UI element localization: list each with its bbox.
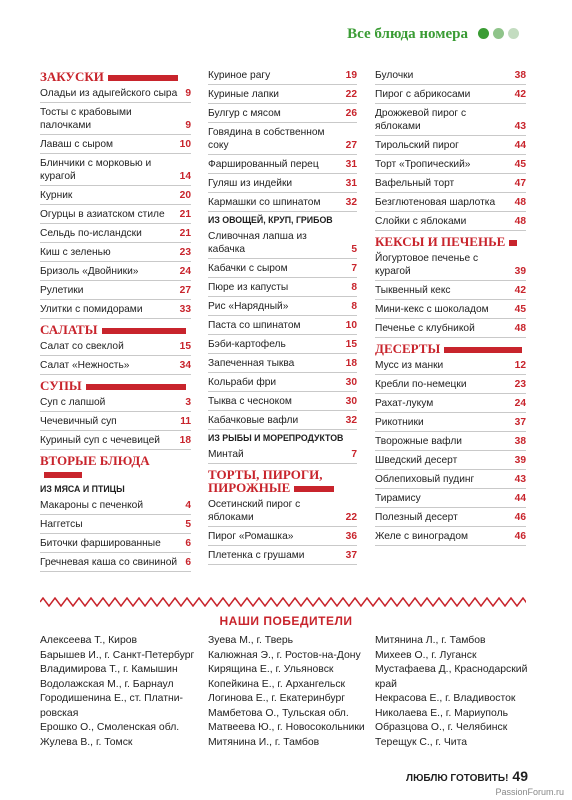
recipe-page: 43 bbox=[514, 474, 526, 485]
list-salaty bbox=[40, 337, 191, 375]
recipe-row bbox=[40, 135, 191, 154]
recipe-page: 42 bbox=[514, 285, 526, 296]
recipe-name: Гречневая каша со свининой bbox=[40, 557, 178, 568]
recipe-page: 11 bbox=[180, 416, 191, 427]
recipe-row bbox=[208, 445, 357, 464]
recipe-page: 3 bbox=[185, 397, 191, 408]
recipe-page: 7 bbox=[351, 449, 357, 460]
recipe-row bbox=[40, 393, 191, 412]
recipe-name: Дрожжевой пирог с яблоками bbox=[375, 108, 467, 132]
recipe-page: 9 bbox=[185, 88, 191, 99]
recipe-page: 46 bbox=[514, 512, 526, 523]
recipe-page: 9 bbox=[185, 120, 191, 131]
recipe-page: 48 bbox=[514, 323, 526, 334]
recipe-row bbox=[208, 316, 357, 335]
zigzag-ornament bbox=[40, 597, 526, 607]
recipe-page: 15 bbox=[179, 341, 191, 352]
recipe-page: 21 bbox=[179, 228, 191, 239]
recipe-page: 20 bbox=[179, 190, 191, 201]
winner-entry: Зуева М., г. Тверь bbox=[208, 635, 294, 646]
recipe-row bbox=[375, 470, 526, 489]
recipe-name: Рулетики bbox=[40, 285, 84, 296]
recipe-page: 32 bbox=[345, 415, 357, 426]
winner-entry: Алексеева Т., Киров bbox=[40, 635, 138, 646]
recipe-row bbox=[375, 104, 526, 136]
recipe-page: 10 bbox=[345, 320, 357, 331]
recipe-row bbox=[375, 375, 526, 394]
index-column-1 bbox=[40, 66, 191, 572]
subsection-meat: ИЗ МЯСА И ПТИЦЫ bbox=[40, 484, 125, 494]
recipe-page: 39 bbox=[514, 455, 526, 466]
winner-entry: Митянина Л., г. Тамбов bbox=[375, 635, 486, 646]
recipe-row bbox=[375, 489, 526, 508]
winner-entry: Жулева В., г. Томск bbox=[40, 736, 133, 748]
recipe-row bbox=[208, 174, 357, 193]
recipe-page: 21 bbox=[179, 209, 191, 220]
section-title-salaty: САЛАТЫ bbox=[40, 323, 191, 337]
recipe-row bbox=[208, 495, 357, 527]
winner-entry: Матвеева Ю., г. Новосокольники bbox=[208, 722, 365, 733]
recipe-name: Тыквенный кекс bbox=[375, 285, 451, 296]
recipe-name: Суп с лапшой bbox=[40, 397, 106, 408]
recipe-page: 26 bbox=[345, 108, 357, 119]
recipe-page: 31 bbox=[345, 159, 357, 170]
recipe-page: 48 bbox=[514, 216, 526, 227]
recipe-page: 14 bbox=[179, 171, 191, 182]
recipe-name: Пюре из капусты bbox=[208, 282, 289, 293]
recipe-name: Йогуртовое печенье с курагой bbox=[375, 253, 479, 277]
recipe-page: 32 bbox=[345, 197, 357, 208]
recipe-page: 46 bbox=[514, 531, 526, 542]
index-column-3 bbox=[375, 66, 526, 546]
recipe-row bbox=[375, 212, 526, 231]
magazine-name: ЛЮБЛЮ ГОТОВИТЬ! bbox=[406, 773, 509, 784]
recipe-name: Биточки фаршированные bbox=[40, 538, 161, 549]
recipe-page: 33 bbox=[179, 304, 191, 315]
recipe-name: Пирог с абрикосами bbox=[375, 89, 471, 100]
recipe-name: Мусс из манки bbox=[375, 360, 444, 371]
list-fish bbox=[208, 445, 357, 464]
recipe-name: Куриные лапки bbox=[208, 89, 279, 100]
winner-entry: Терещук С., г. Чита bbox=[375, 736, 468, 748]
recipe-row bbox=[40, 496, 191, 515]
recipe-page: 8 bbox=[351, 301, 357, 312]
winners-divider bbox=[40, 597, 526, 607]
recipe-row bbox=[208, 155, 357, 174]
recipe-page: 43 bbox=[514, 121, 526, 132]
recipe-page: 27 bbox=[345, 140, 357, 151]
light-green-dot bbox=[493, 28, 504, 39]
recipe-name: Рахат-лукум bbox=[375, 398, 434, 409]
recipe-row bbox=[208, 527, 357, 546]
header-dots bbox=[478, 28, 519, 39]
recipe-name: Шведский десерт bbox=[375, 455, 458, 466]
section-title-torty: ТОРТЫ, ПИРОГИ, ПИРОЖНЫЕ bbox=[208, 468, 357, 495]
recipe-name: Безглютеновая шарлотка bbox=[375, 197, 496, 208]
winner-entry: Некрасова Е., г. Владивосток bbox=[375, 693, 516, 704]
recipe-name: Блинчики с морковью и курагой bbox=[40, 158, 152, 182]
recipe-row bbox=[40, 337, 191, 356]
recipe-name: Тирамису bbox=[375, 493, 421, 504]
header-title: Все блюда номера bbox=[347, 26, 468, 42]
recipe-name: Гуляш из индейки bbox=[208, 178, 293, 189]
recipe-name: Салат со свеклой bbox=[40, 341, 124, 352]
recipe-page: 47 bbox=[514, 178, 526, 189]
recipe-name: Вафельный торт bbox=[375, 178, 455, 189]
recipe-row bbox=[40, 84, 191, 103]
recipe-page: 36 bbox=[345, 531, 357, 542]
recipe-row bbox=[375, 451, 526, 470]
recipe-name: Тирольский пирог bbox=[375, 140, 459, 151]
winner-entry: Образцова О., г. Челябинск bbox=[375, 722, 508, 733]
recipe-row bbox=[208, 546, 357, 565]
winner-entry: Барышев И., г. Санкт-Петербург bbox=[40, 649, 195, 661]
recipe-name: Булочки bbox=[375, 70, 414, 81]
recipe-page: 18 bbox=[179, 435, 191, 446]
recipe-name: Огурцы в азиатском стиле bbox=[40, 209, 165, 220]
winner-entry: Михеев О., г. Луганск bbox=[375, 649, 477, 661]
recipe-page: 18 bbox=[345, 358, 357, 369]
green-dot bbox=[478, 28, 489, 39]
list-torty bbox=[208, 495, 357, 565]
recipe-page: 5 bbox=[351, 244, 357, 255]
list-vegetables bbox=[208, 227, 357, 430]
list-vtorye bbox=[40, 496, 191, 572]
recipe-row bbox=[40, 154, 191, 186]
list-supy bbox=[40, 393, 191, 450]
recipe-row bbox=[40, 262, 191, 281]
recipe-page: 37 bbox=[514, 417, 526, 428]
recipe-page: 23 bbox=[514, 379, 526, 390]
subsection-vegetables: ИЗ ОВОЩЕЙ, КРУП, ГРИБОВ bbox=[208, 215, 333, 225]
pale-green-dot bbox=[508, 28, 519, 39]
recipe-name: Мини-кекс с шоколадом bbox=[375, 304, 489, 315]
recipe-row bbox=[375, 508, 526, 527]
recipe-page: 19 bbox=[345, 70, 357, 81]
recipe-name: Улитки с помидорами bbox=[40, 304, 143, 315]
recipe-row bbox=[375, 319, 526, 338]
recipe-row bbox=[208, 66, 357, 85]
recipe-name: Печенье с клубникой bbox=[375, 323, 475, 334]
winner-entry: Логинова Е., г. Екатеринбург bbox=[208, 693, 346, 704]
recipe-name: Облепиховый пудинг bbox=[375, 474, 475, 485]
recipe-row bbox=[40, 224, 191, 243]
section-title-zakuski: ЗАКУСКИ bbox=[40, 70, 191, 84]
recipe-row bbox=[375, 432, 526, 451]
recipe-row bbox=[40, 243, 191, 262]
winner-entry: Калюжная Э., г. Ростов-на-Дону bbox=[208, 649, 361, 661]
recipe-name: Кольраби фри bbox=[208, 377, 277, 388]
recipe-page: 34 bbox=[179, 360, 191, 371]
recipe-row bbox=[40, 186, 191, 205]
recipe-name: Макароны с печенкой bbox=[40, 500, 144, 511]
recipe-row bbox=[375, 281, 526, 300]
recipe-name: Кребли по-немецки bbox=[375, 379, 467, 390]
recipe-row bbox=[208, 123, 357, 155]
winner-entry: Ерошко О., Смоленская обл. bbox=[40, 722, 180, 733]
recipe-row bbox=[40, 300, 191, 319]
recipe-name: Рис «Нарядный» bbox=[208, 301, 289, 312]
recipe-row bbox=[40, 553, 191, 572]
recipe-row bbox=[375, 66, 526, 85]
list-meat-continued bbox=[208, 66, 357, 212]
winners-title: НАШИ ПОБЕДИТЕЛИ bbox=[219, 614, 353, 628]
recipe-row bbox=[375, 356, 526, 375]
recipe-page: 5 bbox=[185, 519, 191, 530]
recipe-row bbox=[40, 412, 191, 431]
recipe-name: Куриное рагу bbox=[208, 70, 271, 81]
section-title-supy: СУПЫ bbox=[40, 379, 191, 393]
recipe-name: Лаваш с сыром bbox=[40, 139, 113, 150]
recipe-name: Салат «Нежность» bbox=[40, 360, 130, 371]
recipe-row bbox=[375, 413, 526, 432]
recipe-page: 12 bbox=[514, 360, 526, 371]
page-footer bbox=[406, 768, 528, 784]
recipe-name: Куриный суп с чечевицей bbox=[40, 435, 160, 446]
recipe-row bbox=[40, 103, 191, 135]
recipe-name: Минтай bbox=[208, 449, 244, 460]
recipe-row bbox=[40, 281, 191, 300]
recipe-name: Сливочная лапша из кабачка bbox=[208, 231, 307, 255]
recipe-row bbox=[375, 300, 526, 319]
recipe-page: 6 bbox=[185, 557, 191, 568]
recipe-name: Говядина в собственном соку bbox=[208, 127, 325, 151]
recipe-name: Запеченная тыква bbox=[208, 358, 295, 369]
recipe-row bbox=[375, 136, 526, 155]
recipe-name: Курник bbox=[40, 190, 73, 201]
recipe-name: Наггетсы bbox=[40, 519, 83, 530]
recipe-name: Кабачки с сыром bbox=[208, 263, 288, 274]
recipe-page: 39 bbox=[514, 266, 526, 277]
recipe-page: 38 bbox=[514, 70, 526, 81]
list-keksy bbox=[375, 249, 526, 338]
recipe-row bbox=[208, 278, 357, 297]
recipe-name: Кабачковые вафли bbox=[208, 415, 299, 426]
winner-entry: Копейкина Е., г. Архангельск bbox=[208, 678, 346, 690]
section-title-deserty: ДЕСЕРТЫ bbox=[375, 342, 526, 356]
recipe-name: Торт «Тропический» bbox=[375, 159, 471, 170]
list-pies-continued bbox=[375, 66, 526, 231]
recipe-row bbox=[40, 534, 191, 553]
recipe-row bbox=[208, 354, 357, 373]
recipe-page: 23 bbox=[179, 247, 191, 258]
winner-entry: Владимирова Т., г. Камышин bbox=[40, 664, 178, 675]
recipe-name: Желе с виноградом bbox=[375, 531, 469, 542]
recipe-name: Киш с зеленью bbox=[40, 247, 111, 258]
recipe-name: Бризоль «Двойники» bbox=[40, 266, 139, 277]
page-number: 49 bbox=[512, 768, 528, 784]
recipe-page: 38 bbox=[514, 436, 526, 447]
recipe-row bbox=[375, 394, 526, 413]
list-zakuski bbox=[40, 84, 191, 319]
recipe-row bbox=[375, 527, 526, 546]
recipe-name: Сельдь по-исландски bbox=[40, 228, 142, 239]
winners-column-3 bbox=[375, 634, 535, 750]
recipe-page: 27 bbox=[179, 285, 191, 296]
recipe-name: Осетинский пирог с яблоками bbox=[208, 499, 301, 523]
recipe-row bbox=[375, 155, 526, 174]
winner-entry: Митянина И., г. Тамбов bbox=[208, 736, 320, 748]
recipe-row bbox=[208, 104, 357, 123]
recipe-row bbox=[375, 249, 526, 281]
recipe-name: Фаршированный перец bbox=[208, 159, 319, 170]
recipe-row bbox=[40, 356, 191, 375]
recipe-row bbox=[208, 297, 357, 316]
winners-column-1 bbox=[40, 634, 200, 750]
recipe-page: 44 bbox=[514, 493, 526, 504]
recipe-page: 22 bbox=[345, 89, 357, 100]
section-title-keksy: КЕКСЫ И ПЕЧЕНЬЕ bbox=[375, 235, 526, 249]
recipe-page: 24 bbox=[514, 398, 526, 409]
subsection-fish: ИЗ РЫБЫ И МОРЕПРОДУКТОВ bbox=[208, 433, 344, 443]
recipe-name: Паста со шпинатом bbox=[208, 320, 301, 331]
recipe-name: Тосты с крабовыми палочками bbox=[40, 107, 132, 131]
winner-entry: Мустафаева Д., Краснодарский край bbox=[375, 664, 528, 690]
recipe-page: 37 bbox=[345, 550, 357, 561]
section-title-vtorye: ВТОРЫЕ БЛЮДА bbox=[40, 454, 191, 481]
recipe-page: 42 bbox=[514, 89, 526, 100]
recipe-row bbox=[208, 193, 357, 212]
recipe-page: 44 bbox=[514, 140, 526, 151]
recipe-page: 22 bbox=[345, 512, 357, 523]
index-column-2 bbox=[208, 66, 357, 565]
recipe-page: 10 bbox=[179, 139, 191, 150]
winner-entry: Мамбетова О., Тульская обл. bbox=[208, 707, 349, 719]
recipe-page: 30 bbox=[345, 396, 357, 407]
recipe-name: Бэби-картофель bbox=[208, 339, 286, 350]
recipe-page: 48 bbox=[514, 197, 526, 208]
recipe-row bbox=[208, 259, 357, 278]
recipe-row bbox=[208, 373, 357, 392]
recipe-name: Булгур с мясом bbox=[208, 108, 281, 119]
recipe-page: 45 bbox=[514, 159, 526, 170]
recipe-name: Творожные вафли bbox=[375, 436, 462, 447]
recipe-page: 15 bbox=[345, 339, 357, 350]
recipe-row bbox=[208, 227, 357, 259]
winner-entry: Николаева Е., г. Мариуполь bbox=[375, 707, 509, 719]
recipe-page: 30 bbox=[345, 377, 357, 388]
recipe-row bbox=[40, 431, 191, 450]
recipe-row bbox=[208, 335, 357, 354]
recipe-row bbox=[208, 392, 357, 411]
winners-column-2 bbox=[208, 634, 368, 750]
recipe-name: Тыква с чесноком bbox=[208, 396, 292, 407]
recipe-page: 45 bbox=[514, 304, 526, 315]
winner-entry: Городишенина Е., ст. Платни-ровская bbox=[40, 693, 183, 719]
list-deserty bbox=[375, 356, 526, 546]
recipe-page: 31 bbox=[345, 178, 357, 189]
recipe-page: 4 bbox=[185, 500, 191, 511]
recipe-page: 24 bbox=[179, 266, 191, 277]
recipe-name: Полезный десерт bbox=[375, 512, 458, 523]
recipe-row bbox=[375, 85, 526, 104]
recipe-row bbox=[208, 411, 357, 430]
recipe-page: 8 bbox=[351, 282, 357, 293]
recipe-name: Пирог «Ромашка» bbox=[208, 531, 294, 542]
recipe-page: 6 bbox=[185, 538, 191, 549]
watermark-site: PassionForum.ru bbox=[495, 787, 564, 797]
recipe-row bbox=[40, 205, 191, 224]
recipe-row bbox=[375, 193, 526, 212]
recipe-row bbox=[40, 515, 191, 534]
winner-entry: Водолажская М., г. Барнаул bbox=[40, 678, 174, 690]
winner-entry: Кирящина Е., г. Ульяновск bbox=[208, 664, 334, 675]
recipe-row bbox=[208, 85, 357, 104]
recipe-page: 7 bbox=[351, 263, 357, 274]
recipe-name: Слойки с яблоками bbox=[375, 216, 467, 227]
recipe-name: Чечевичный суп bbox=[40, 416, 117, 427]
recipe-row bbox=[375, 174, 526, 193]
recipe-name: Рикотники bbox=[375, 417, 424, 428]
recipe-name: Оладьи из адыгейского сыра bbox=[40, 88, 178, 99]
recipe-name: Плетенка с грушами bbox=[208, 550, 305, 561]
recipe-name: Кармашки со шпинатом bbox=[208, 197, 321, 208]
